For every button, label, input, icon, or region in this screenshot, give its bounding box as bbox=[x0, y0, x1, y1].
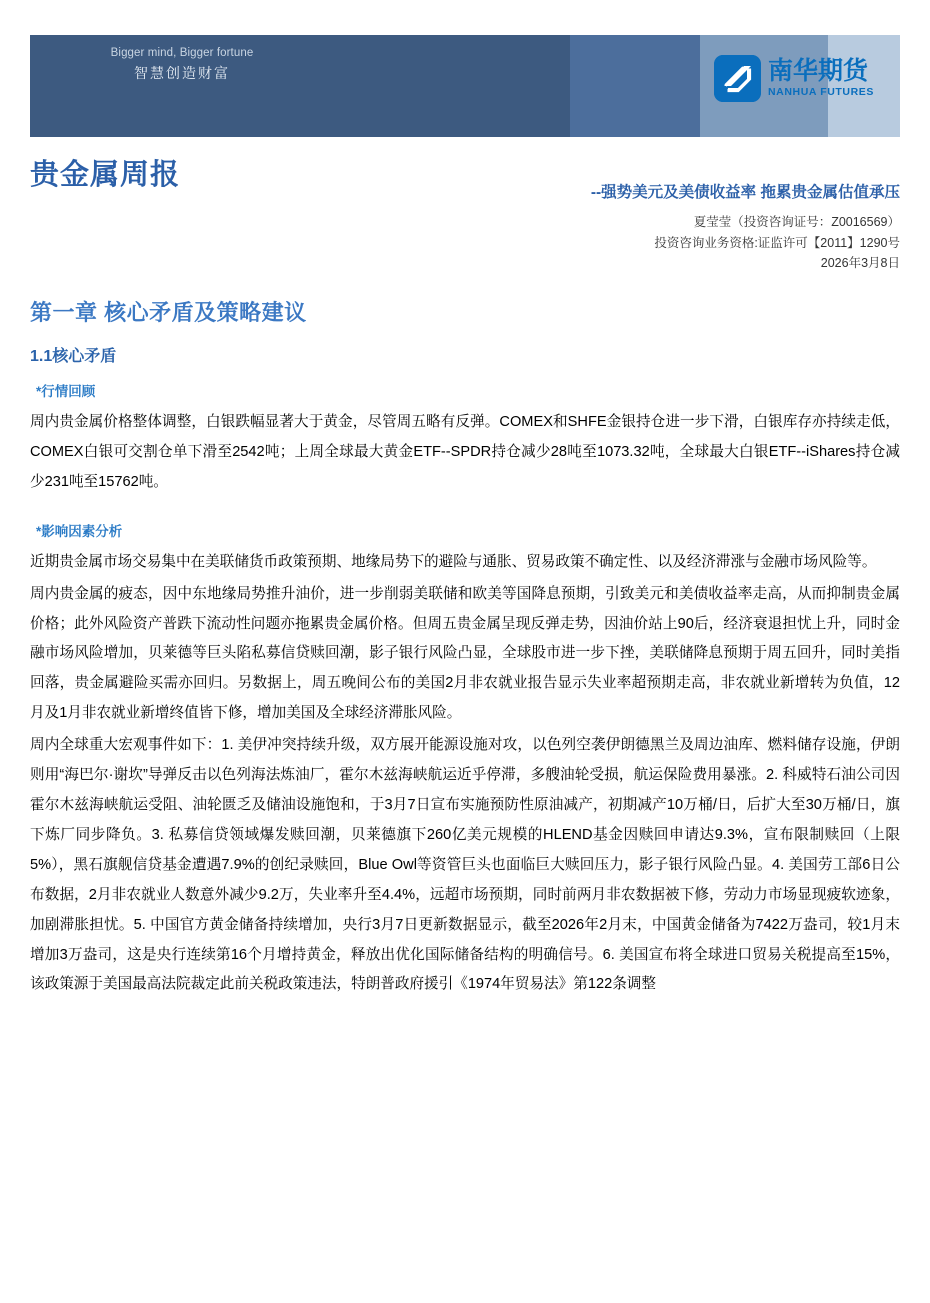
tagline-english: Bigger mind, Bigger fortune bbox=[110, 47, 254, 59]
subsection-market-review-label: *行情回顾 bbox=[36, 384, 96, 399]
paragraph-macro-events: 周内全球重大宏观事件如下：1. 美伊冲突持续升级，双方展开能源设施对攻，以色列空袭伊朗德黑兰及周边油库、燃料储存设施，伊朗则用“海巴尔·谢坎”导弹反击以色列海法炼油厂，霍尔木兹海峡航运近乎停滞，多艘油轮受损，航运保险费用暴涨。2. 科威特石油公司因霍尔木兹海峡航运受阻、油轮匮乏及储油设施饱和，于3月7日宣布实施预防性原油减产，初期减产10万桶/日，后扩大至30万桶/日，旗下炼厂同步降负。3. 私募信贷领域爆发赎回潮，贝莱德旗下260亿美元规模的HLEND基金因赎回申请达9.3%，宣布限制赎回（上限5%），黑石旗舰信贷基金遭遇7.9%的创纪录赎回，Blue Owl等资管巨头也面临巨大赎回压力，影子银行风险凸显。4. 美国劳工部6日公布数据，2月非农就业人数意外减少9.2万，失业率升至4.4%，远超市场预期，同时前两月非农数据被下修，劳动力市场显现疲软迹象，加剧滞胀担忧。5. 中国官方黄金储备持续增加，央行3月7日更新数据显示，截至2026年2月末，中国黄金储备为7422万盎司，较1月末增加3万盎司，这是央行连续第16个月增持黄金，释放出优化国际储备结构的明确信号。6. 美国宣布将全球进口贸易关税提高至15%，该政策源于美国最高法院裁定此前关税政策违法，特朗普政府援引《1974年贸易法》第122条调整 bbox=[30, 737, 900, 993]
logo-wordmark bbox=[768, 59, 874, 98]
section-heading: 1.1核心矛盾 bbox=[30, 348, 117, 365]
tagline-chinese: 智慧创造财富 bbox=[134, 64, 230, 81]
logo-name-en: NANHUA FUTURES bbox=[768, 86, 875, 99]
banner-band-dark bbox=[30, 35, 570, 137]
document-body bbox=[30, 380, 900, 1002]
paragraph-market-review: 周内贵金属价格整体调整，白银跌幅显著大于黄金，尽管周五略有反弹。COMEX和SHFE金银持仓进一步下滑，白银库存亦持续走低，COMEX白银可交割仓单下滑至2542吨；上周全球最大黄金ETF--SPDR持仓减少28吨至1073.32吨，全球最大白银ETF--iShares持仓减少231吨至15762吨。 bbox=[30, 414, 900, 490]
banner-band-mid bbox=[570, 35, 700, 137]
logo-name-cn: 南华期货 bbox=[768, 57, 869, 86]
page-title: 贵金属周报 bbox=[30, 159, 181, 191]
analyst-line: 夏莹莹（投资咨询证号：Z0016569） bbox=[693, 215, 900, 229]
paragraph-factors-detail: 周内贵金属的疲态，因中东地缘局势推升油价，进一步削弱美联储和欧美等国降息预期，引致美元和美债收益率走高，从而抑制贵金属价格；此外风险资产普跌下流动性问题亦拖累贵金属价格。但周五贵金属呈现反弹走势，因油价站上90后，经济衰退担忧上升，同时金融市场风险增加，贝莱德等巨头陷私募信贷赎回潮，影子银行风险凸显，全球股市进一步下挫，美联储降息预期于周五回升，同时美指回落，贵金属避险买需亦回归。另数据上，周五晚间公布的美国2月非农就业报告显示失业率超预期走高，非农就业新增转为负值，12月及1月非农就业新增终值皆下修，增加美国及全球经济滞胀风险。 bbox=[30, 585, 900, 722]
nanhua-logo-icon bbox=[714, 55, 761, 102]
license-line: 投资咨询业务资格:证监许可【2011】1290号 bbox=[654, 235, 900, 250]
report-subtitle: --强势美元及美债收益率 拖累贵金属估值承压 bbox=[590, 184, 900, 201]
report-metadata bbox=[654, 212, 900, 274]
company-logo bbox=[714, 55, 874, 102]
subsection-factor-analysis-label: *影响因素分析 bbox=[36, 523, 123, 539]
paragraph-factors-overview: 近期贵金属市场交易集中在美联储货币政策预期、地缘局势下的避险与通胀、贸易政策不确定性、以及经济滞涨与金融市场风险等。 bbox=[30, 553, 877, 570]
chapter-heading: 第一章 核心矛盾及策略建议 bbox=[30, 300, 307, 325]
report-date: 2026年3月8日 bbox=[820, 256, 900, 271]
